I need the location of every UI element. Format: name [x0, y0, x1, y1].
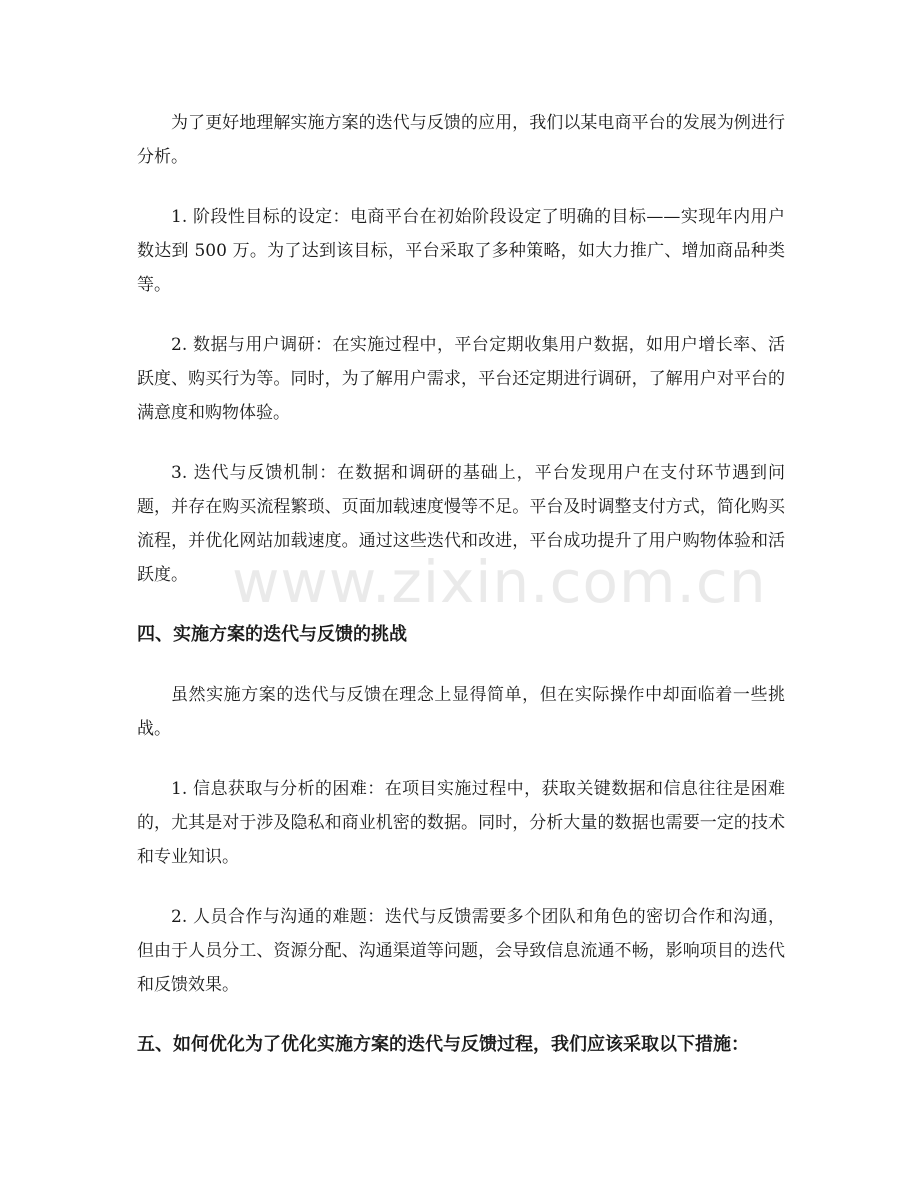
watermark: www.zixin.com.cn	[232, 548, 767, 616]
list-item-goal-setting: 1. 阶段性目标的设定：电商平台在初始阶段设定了明确的目标——实现年内用户数达到 500 万。为了达到该目标，平台采取了多种策略，如大力推广、增加商品种类等。	[137, 207, 785, 295]
document-body	[137, 106, 785, 1088]
section-heading-challenges: 四、实施方案的迭代与反馈的挑战	[137, 624, 407, 645]
list-item-information-difficulty: 1. 信息获取与分析的困难：在项目实施过程中，获取关键数据和信息往往是困难的，尤其是对于涉及隐私和商业机密的数据。同时，分析大量的数据也需要一定的技术和专业知识。	[137, 779, 785, 867]
intro-paragraph: 为了更好地理解实施方案的迭代与反馈的应用，我们以某电商平台的发展为例进行分析。	[137, 113, 785, 167]
challenges-intro-paragraph: 虽然实施方案的迭代与反馈在理念上显得简单，但在实际操作中却面临着一些挑战。	[137, 685, 785, 739]
list-item-collaboration-difficulty: 2. 人员合作与沟通的难题：迭代与反馈需要多个团队和角色的密切合作和沟通，但由于人员分工、资源分配、沟通渠道等问题，会导致信息流通不畅，影响项目的迭代和反馈效果。	[137, 907, 785, 995]
list-item-iteration-mechanism: 3. 迭代与反馈机制：在数据和调研的基础上，平台发现用户在支付环节遇到问题，并存在购买流程繁琐、页面加载速度慢等不足。平台及时调整支付方式，简化购买流程，并优化网站加载速度。通过这些迭代和改进，平台成功提升了用户购物体验和活跃度。	[137, 463, 785, 585]
section-heading-optimization: 五、如何优化为了优化实施方案的迭代与反馈过程，我们应该采取以下措施：	[137, 1034, 749, 1055]
list-item-data-research: 2. 数据与用户调研：在实施过程中，平台定期收集用户数据，如用户增长率、活跃度、购买行为等。同时，为了解用户需求，平台还定期进行调研，了解用户对平台的满意度和购物体验。	[137, 335, 785, 423]
